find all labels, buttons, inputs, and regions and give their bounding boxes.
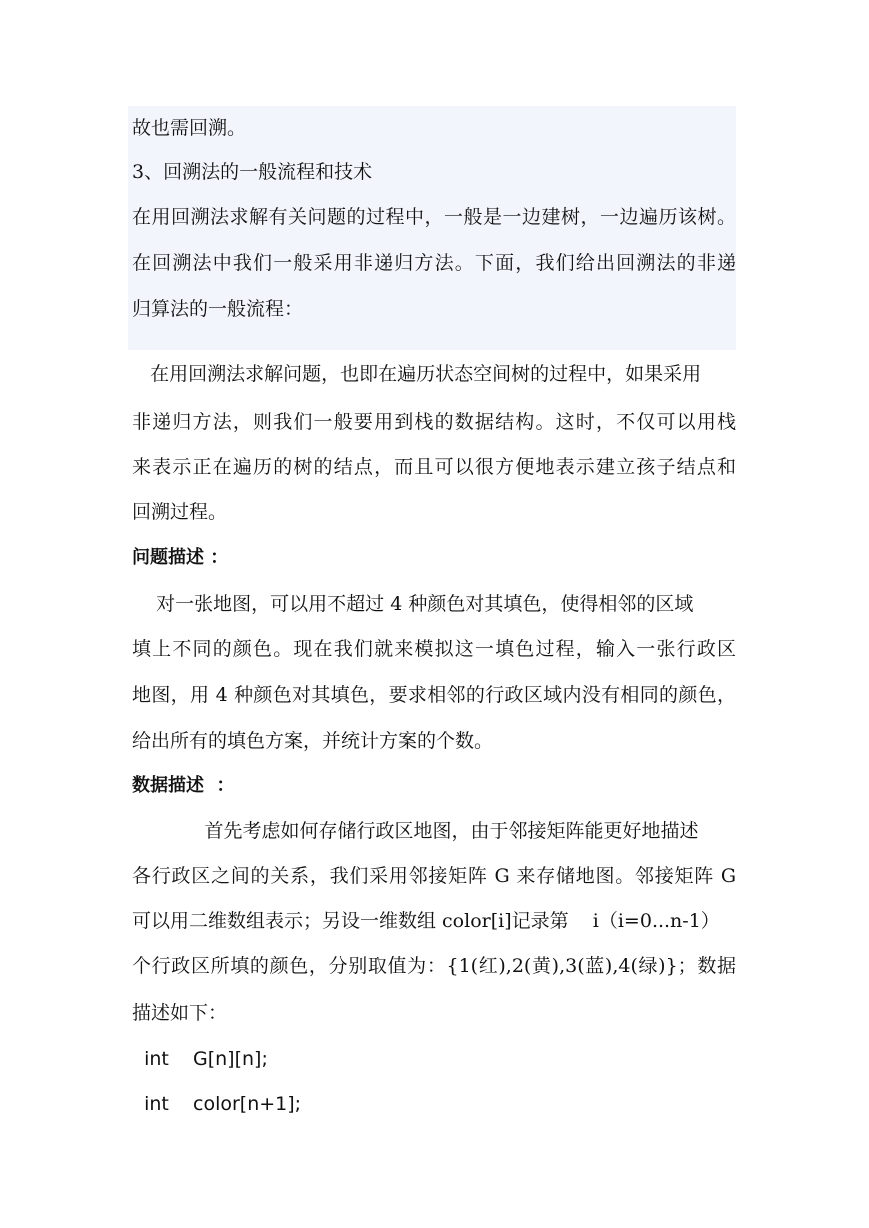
text-line: 各行政区之间的关系，我们采用邻接矩阵 G 来存储地图。邻接矩阵 G xyxy=(132,865,736,887)
text-line: 填上不同的颜色。现在我们就来模拟这一填色过程，输入一张行政区 xyxy=(132,638,736,660)
text-line: 故也需回溯。 xyxy=(132,117,247,139)
text-line: 在用回溯法求解有关问题的过程中，一般是一边建树，一边遍历该树。 xyxy=(132,206,736,228)
text-line: 描述如下： xyxy=(132,1002,228,1024)
text-line: 个行政区所填的颜色，分别取值为：{1(红),2(黄),3(蓝),4(绿)}；数据 xyxy=(132,955,736,977)
text-line: 给出所有的填色方案，并统计方案的个数。 xyxy=(132,730,494,752)
problem-heading: 问题描述 ： xyxy=(132,547,229,568)
text-line: 地图，用 4 种颜色对其填色，要求相邻的行政区域内没有相同的颜色， xyxy=(132,684,736,706)
section-heading: 3、回溯法的一般流程和技术 xyxy=(132,161,373,183)
text-line: 归算法的一般流程： xyxy=(132,298,304,320)
data-description-heading: 数据描述 ： xyxy=(132,775,235,796)
text-line: 对一张地图，可以用不超过 4 种颜色对其填色，使得相邻的区域 xyxy=(132,593,694,615)
text-line: 可以用二维数组表示；另设一维数组 color[i]记录第 i（i=0...n-1） xyxy=(132,910,720,932)
text-line: 在回溯法中我们一般采用非递归方法。下面，我们给出回溯法的非递 xyxy=(132,252,736,274)
text-line: 非递归方法，则我们一般要用到栈的数据结构。这时，不仅可以用栈 xyxy=(132,411,736,433)
code-line: int color[n+1]; xyxy=(132,1093,302,1115)
text-line: 来表示正在遍历的树的结点，而且可以很方便地表示建立孩子结点和 xyxy=(132,456,736,478)
text-line: 首先考虑如何存储行政区地图，由于邻接矩阵能更好地描述 xyxy=(132,820,699,842)
code-line: int G[n][n]; xyxy=(132,1048,268,1070)
text-line: 在用回溯法求解问题，也即在遍历状态空间树的过程中，如果采用 xyxy=(132,363,702,385)
text-line: 回溯过程。 xyxy=(132,501,228,523)
